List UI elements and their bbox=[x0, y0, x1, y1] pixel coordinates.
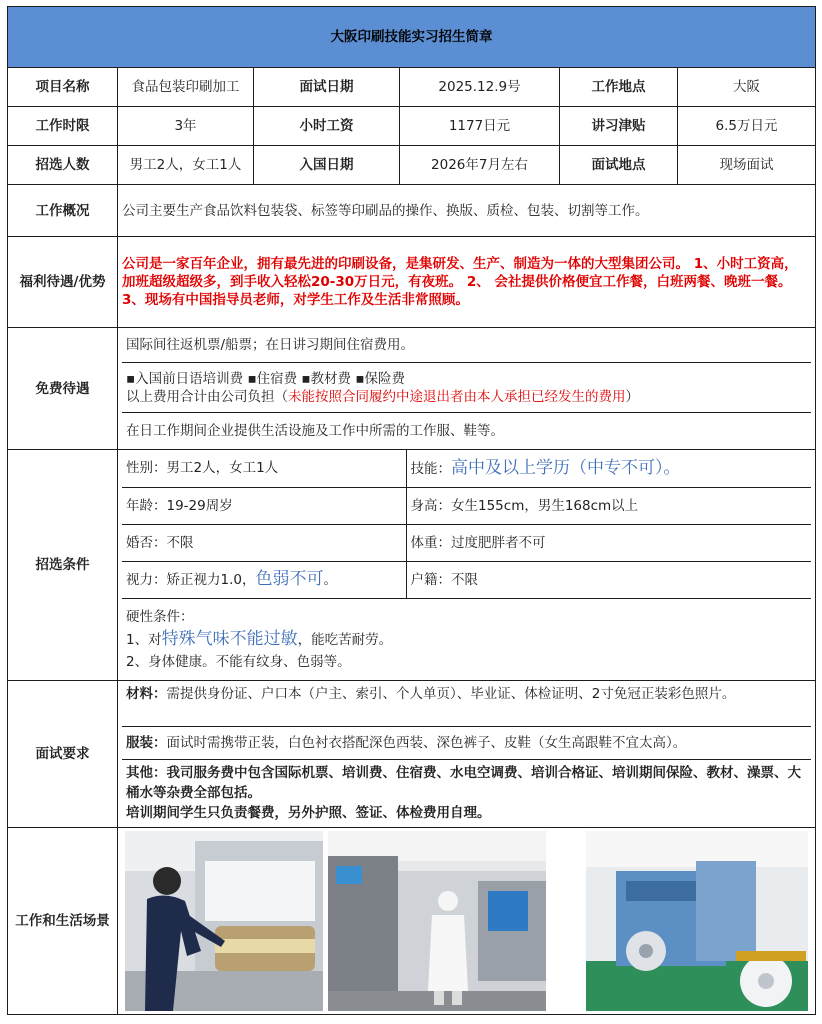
interview-place-value: 现场面试 bbox=[678, 146, 816, 185]
free-benefits-label: 免费待遇 bbox=[8, 328, 118, 450]
scenes-block bbox=[118, 828, 816, 1015]
hourly-wage-value: 1177日元 bbox=[400, 107, 560, 146]
interview-dress bbox=[122, 726, 811, 759]
free-cost-note bbox=[126, 388, 807, 406]
condition-skill-highlight: 高中及以上学历（中专不可）。 bbox=[451, 457, 681, 478]
free-line-facilities: 在日工作期间企业提供生活设施及工作中所需的工作服、鞋等。 bbox=[126, 422, 504, 439]
scene-photo-worker-machine bbox=[125, 831, 323, 1011]
condition-vision-suffix: 。 bbox=[323, 572, 337, 588]
free-cost-note-prefix: 以上费用合计由公司负担（ bbox=[126, 388, 288, 405]
condition-hard-requirements bbox=[122, 598, 811, 680]
welfare-text: 公司是一家百年企业，拥有最先进的印刷设备，是集研发、生产、制造为一体的大型集团公司。 1、小时工资高，加班超级超级多，到手收入轻松20-30万日元，有夜班。 2、 会社提供价格便宜工作餐，白班两餐、晚班一餐。 3、现场有中国指导员老师，对学生工作及生活非常照顾。 bbox=[118, 237, 816, 328]
project-name-value: 食品包装印刷加工 bbox=[118, 68, 254, 107]
condition-gender: 性别：男工2人，女工1人 bbox=[122, 450, 406, 487]
interview-date-value: 2025.12.9号 bbox=[400, 68, 560, 107]
work-place-value: 大阪 bbox=[678, 68, 816, 107]
free-line-airfare: 国际间往返机票/船票；在日讲习期间住宿费用。 bbox=[122, 329, 811, 363]
conditions-block bbox=[118, 450, 816, 681]
welfare-label: 福利待遇/优势 bbox=[8, 237, 118, 328]
condition-hukou: 户籍：不限 bbox=[406, 561, 811, 598]
hard-requirements-title: 硬性条件： bbox=[126, 608, 194, 625]
allowance-value: 6.5万日元 bbox=[678, 107, 816, 146]
allowance-label: 讲习津贴 bbox=[560, 107, 678, 146]
interview-date-label: 面试日期 bbox=[254, 68, 400, 107]
condition-skill-prefix: 技能： bbox=[410, 460, 451, 477]
interview-place-label: 面试地点 bbox=[560, 146, 678, 185]
hard-requirement-1-highlight: 特殊气味不能过敏 bbox=[161, 628, 298, 649]
condition-vision bbox=[122, 561, 406, 598]
recruit-count-value: 男工2人，女工1人 bbox=[118, 146, 254, 185]
free-cost-note-suffix: ） bbox=[625, 388, 639, 405]
interview-dress-text: 面试时需携带正装，白色衬衣搭配深色西装、深色裤子、皮鞋（女生高跟鞋不宜太高）。 bbox=[166, 734, 687, 751]
condition-height: 身高：女生155cm，男生168cm以上 bbox=[406, 487, 811, 524]
entry-date-value: 2026年7月左右 bbox=[400, 146, 560, 185]
interview-other-fees: 其他：我司服务费中包含国际机票、培训费、住宿费、水电空调费、培训合格证、培训期间保险、教材、澡票、大桶水等杂费全部包括。 bbox=[126, 764, 801, 801]
hourly-wage-label: 小时工资 bbox=[254, 107, 400, 146]
free-benefits-block bbox=[118, 328, 816, 450]
interview-other bbox=[122, 759, 811, 826]
overview-label: 工作概况 bbox=[8, 185, 118, 237]
free-cost-note-warning: 未能按照合同履约中途退出者由本人承担已经发生的费用 bbox=[288, 388, 626, 405]
entry-date-label: 入国日期 bbox=[254, 146, 400, 185]
hard-requirement-1-suffix: ，能吃苦耐劳。 bbox=[297, 631, 393, 648]
interview-materials-text: 需提供身份证、户口本（户主、索引、个人单页）、毕业证、体检证明、2寸免冠正装彩色照片。 bbox=[166, 686, 736, 702]
overview-text: 公司主要生产食品饮料包装袋、标签等印刷品的操作、换版、质检、包装、切割等工作。 bbox=[118, 185, 816, 237]
interview-requirements-label: 面试要求 bbox=[8, 681, 118, 828]
hard-requirement-1-prefix: 1、对 bbox=[126, 631, 162, 648]
interview-other-self-paid: 培训期间学生只负责餐费，另外护照、签证、体检费用自理。 bbox=[126, 804, 491, 821]
scene-photo-factory-floor bbox=[586, 831, 808, 1011]
recruitment-table bbox=[7, 6, 816, 1015]
project-name-label: 项目名称 bbox=[8, 68, 118, 107]
interview-requirements-block bbox=[118, 681, 816, 828]
page-title: 大阪印刷技能实习招生简章 bbox=[8, 7, 816, 68]
condition-weight: 体重：过度肥胖者不可 bbox=[406, 524, 811, 561]
free-cost-items: ▪入国前日语培训费 ▪住宿费 ▪教材费 ▪保险费 bbox=[126, 370, 405, 387]
condition-vision-prefix: 视力：矫正视力1.0， bbox=[126, 572, 256, 588]
recruit-count-label: 招选人数 bbox=[8, 146, 118, 185]
conditions-label: 招选条件 bbox=[8, 450, 118, 681]
condition-skill bbox=[406, 450, 811, 487]
work-place-label: 工作地点 bbox=[560, 68, 678, 107]
interview-materials-label: 材料： bbox=[126, 686, 167, 702]
recruitment-sheet bbox=[7, 6, 815, 1016]
hard-requirement-1 bbox=[126, 628, 807, 651]
work-term-value: 3年 bbox=[118, 107, 254, 146]
hard-requirement-2: 2、身体健康。不能有纹身、色弱等。 bbox=[126, 653, 351, 670]
scenes-label: 工作和生活场景 bbox=[8, 828, 118, 1015]
work-term-label: 工作时限 bbox=[8, 107, 118, 146]
condition-vision-highlight: 色弱不可 bbox=[255, 569, 324, 589]
scene-photo-printing-line bbox=[328, 831, 546, 1011]
condition-marriage: 婚否：不限 bbox=[122, 524, 406, 561]
condition-age: 年龄：19-29周岁 bbox=[122, 487, 406, 524]
free-line-costs bbox=[122, 363, 811, 413]
interview-materials bbox=[122, 682, 811, 726]
interview-dress-label: 服装： bbox=[126, 734, 167, 751]
